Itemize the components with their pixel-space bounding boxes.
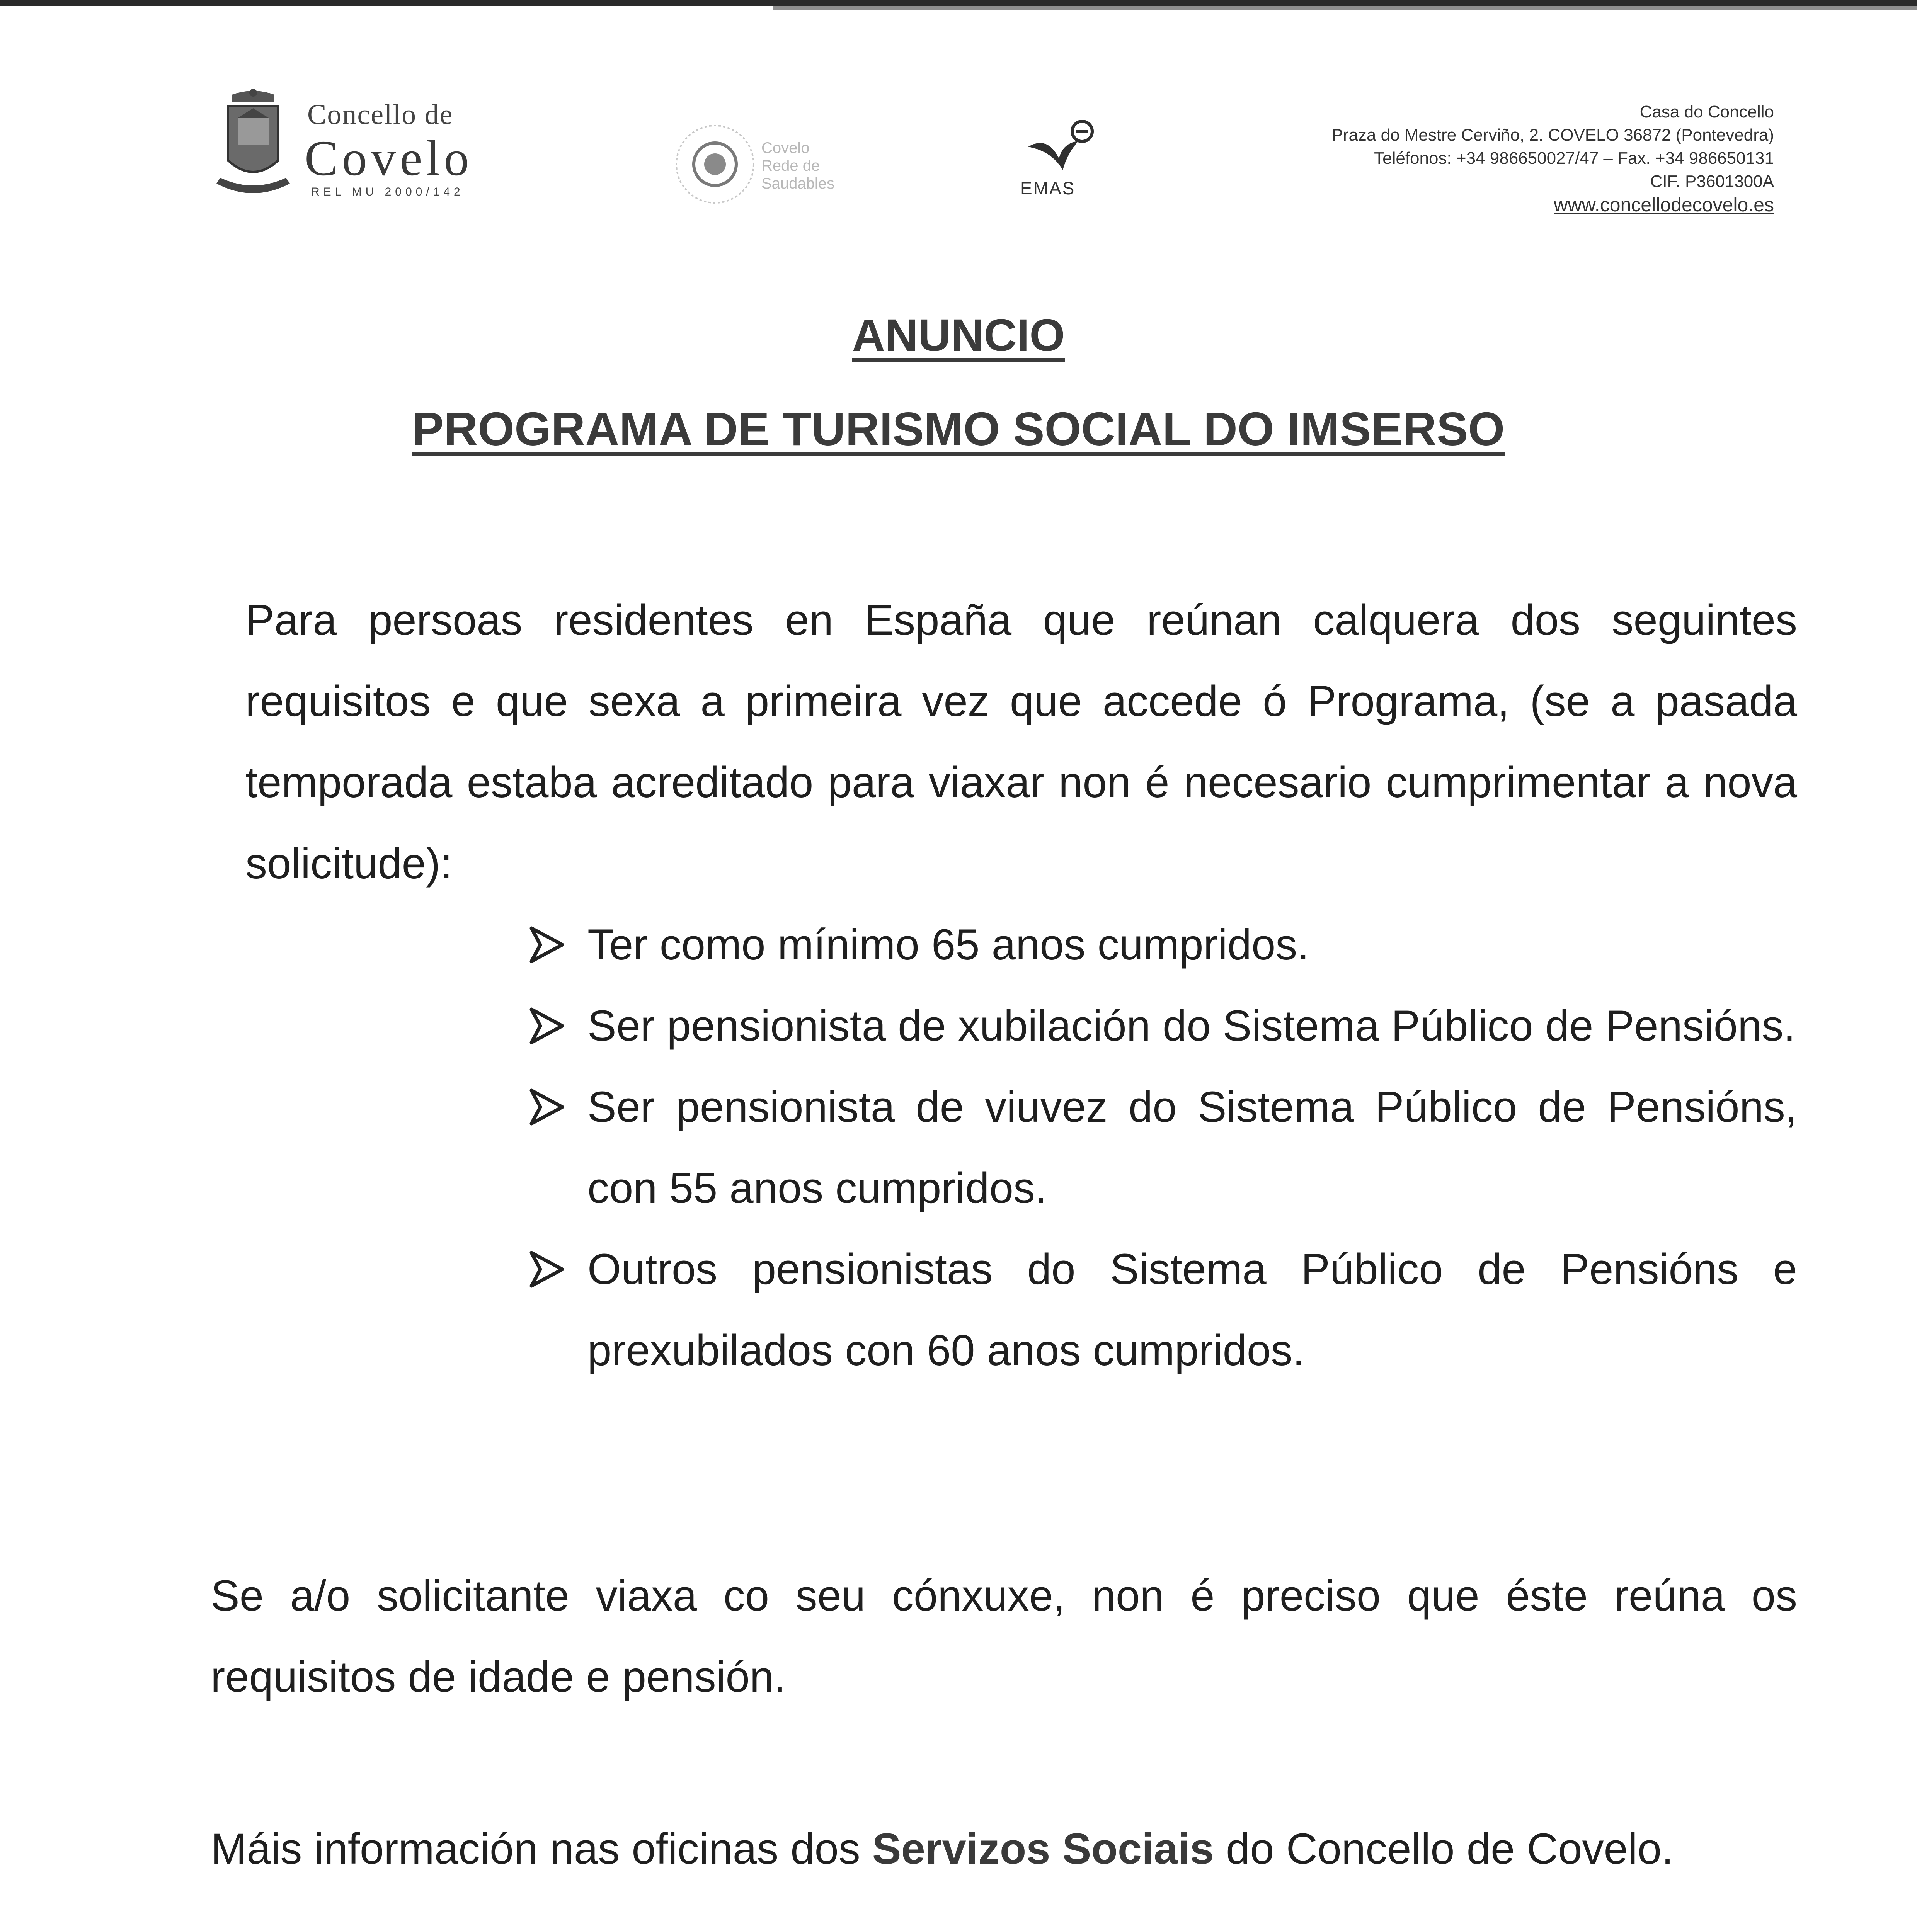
healthy-cities-line-3: Saudables	[761, 175, 835, 192]
address-line-4: CIF. P3601300A	[1650, 172, 1774, 191]
info-line	[211, 1808, 1797, 1889]
logo-registration: REL MU 2000/142	[311, 185, 464, 198]
info-department: Servizos Sociais	[872, 1825, 1214, 1873]
notice-title: ANUNCIO	[852, 310, 1065, 361]
scan-edge-shadow	[773, 6, 1917, 10]
healthy-cities-line-2: Rede de	[761, 157, 820, 174]
healthy-cities-text	[761, 139, 834, 192]
requirement-text: Ser pensionista de viuvez do Sistema Público de Pensións, con 55 anos cumpridos.	[587, 1083, 1797, 1212]
healthy-cities-icon	[672, 120, 758, 209]
requirement-text: Ter como mínimo 65 anos cumpridos.	[587, 920, 1309, 969]
scan-edge	[0, 0, 1917, 6]
emas-logo	[1013, 120, 1105, 201]
notice-subtitle: PROGRAMA DE TURISMO SOCIAL DO IMSERSO	[412, 403, 1505, 455]
website-link[interactable]: www.concellodecovelo.es	[1554, 194, 1774, 216]
list-item	[526, 1066, 1797, 1229]
crest-icon	[216, 87, 290, 203]
address-line-3: Teléfonos: +34 986650027/47 – Fax. +34 986650131	[1374, 149, 1774, 168]
address-line-2: Praza do Mestre Cerviño, 2. COVELO 36872 (Pontevedra)	[1331, 126, 1774, 145]
info-suffix: do Concello de Covelo.	[1226, 1825, 1674, 1873]
address-line-1: Casa do Concello	[1639, 102, 1774, 121]
covelo-logo	[216, 87, 487, 203]
requirement-text: Ser pensionista de xubilación do Sistema Público de Pensións.	[587, 1002, 1796, 1050]
list-item	[526, 904, 1797, 985]
list-item	[526, 1229, 1797, 1391]
intro-paragraph: Para persoas residentes en España que reúnan calquera dos seguintes requisitos e que sexa a primeira vez que accede ó Programa, (se a pasada temporada estaba acreditado para viaxar non é necesario cumprimentar a nova solicitude):	[245, 596, 1797, 888]
list-item	[526, 985, 1797, 1066]
arrow-bullet-icon	[526, 1229, 568, 1310]
info-prefix: Máis información nas oficinas dos	[211, 1825, 860, 1873]
healthy-cities-logo	[672, 120, 858, 209]
arrow-bullet-icon	[526, 1066, 568, 1148]
logo-line-2: Covelo	[305, 131, 473, 186]
requirement-text: Outros pensionistas do Sistema Público de Pensións e prexubilados con 60 anos cumpridos.	[587, 1245, 1797, 1374]
address-block	[1331, 100, 1774, 216]
emas-icon	[1024, 120, 1094, 174]
healthy-cities-line-1: Covelo	[761, 139, 810, 156]
spouse-note: Se a/o solicitante viaxa co seu cónxuxe, non é preciso que éste reúna os requisitos de idade e pensión.	[211, 1571, 1797, 1701]
arrow-bullet-icon	[526, 904, 568, 985]
arrow-bullet-icon	[526, 985, 568, 1066]
logo-line-1: Concello de	[307, 99, 453, 131]
emas-label: EMAS	[1020, 178, 1076, 198]
requirements-list	[526, 904, 1797, 1391]
